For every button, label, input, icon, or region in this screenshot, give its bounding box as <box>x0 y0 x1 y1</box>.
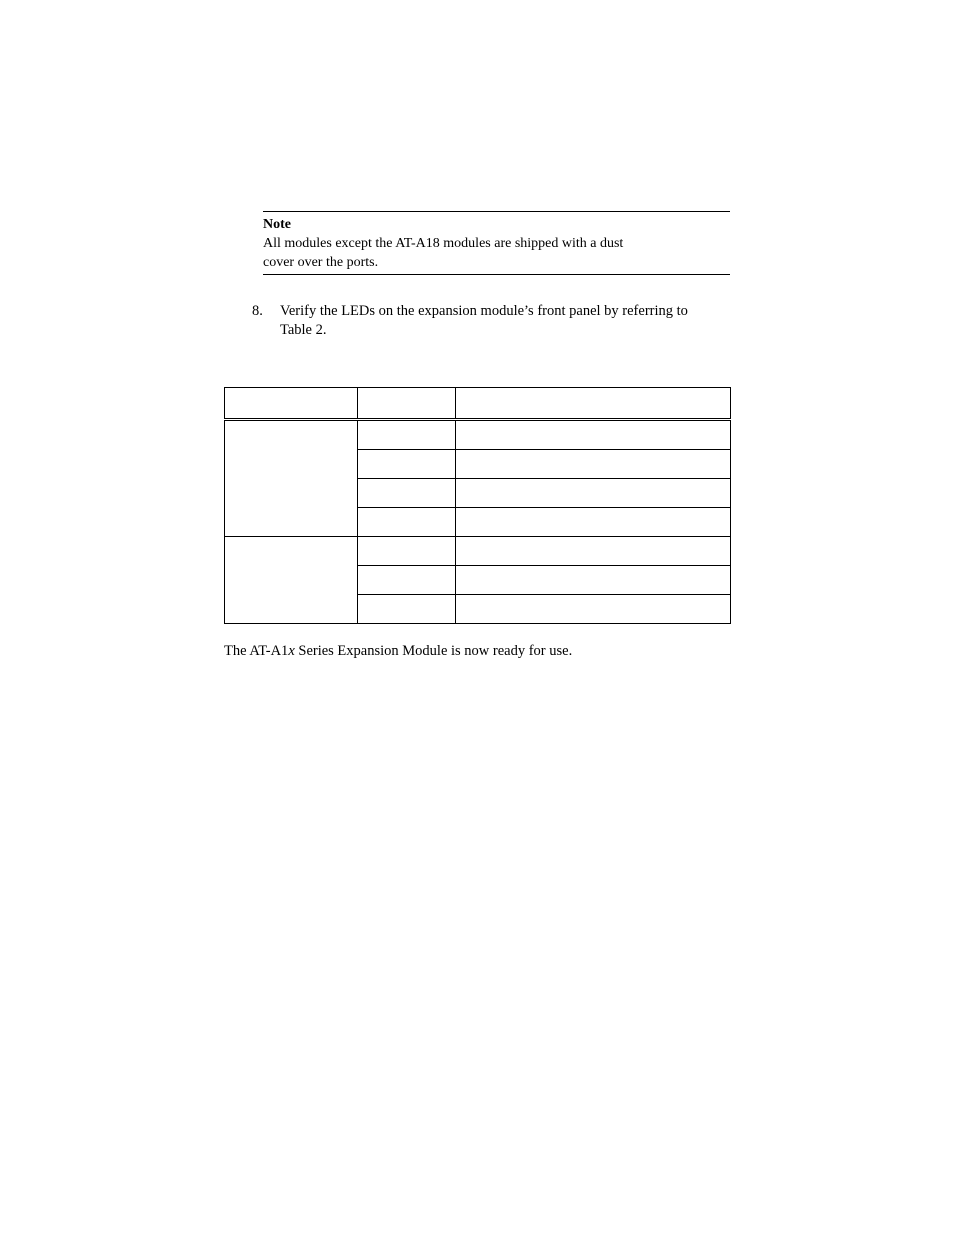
table-cell <box>358 537 456 566</box>
closing-suffix: Series Expansion Module is now ready for use. <box>294 643 573 659</box>
table-cell <box>456 566 731 595</box>
note-box <box>263 211 730 275</box>
step-text-line-1: Verify the LEDs on the expansion module’s front panel by referring to <box>280 303 688 319</box>
table-header-cell <box>456 388 731 420</box>
table-group-cell <box>225 420 358 537</box>
note-body-line-2: cover over the ports. <box>263 255 379 270</box>
table-cell <box>358 508 456 537</box>
table-cell <box>456 479 731 508</box>
table-cell <box>456 420 731 450</box>
table-cell <box>358 595 456 624</box>
closing-prefix: The AT-A1 <box>224 643 289 659</box>
table-row <box>225 537 731 566</box>
closing-sentence <box>224 642 572 661</box>
table-cell <box>358 450 456 479</box>
table-header-row <box>225 388 731 420</box>
closing-italic: x <box>288 643 295 659</box>
note-body <box>263 234 673 272</box>
note-title: Note <box>263 217 291 232</box>
step-8 <box>252 302 732 340</box>
table-cell <box>456 537 731 566</box>
table-cell <box>358 479 456 508</box>
step-text-line-2: Table 2. <box>280 322 327 338</box>
table-group-cell <box>225 537 358 624</box>
note-body-line-1: All modules except the AT-A18 modules are shipped with a dust <box>263 236 624 251</box>
table-header-cell <box>225 388 358 420</box>
table-row <box>225 420 731 450</box>
table-cell <box>456 508 731 537</box>
led-table <box>224 387 731 624</box>
step-text <box>280 302 732 340</box>
table-cell <box>358 566 456 595</box>
step-number: 8. <box>252 303 263 319</box>
table-cell <box>456 450 731 479</box>
table-header-cell <box>358 388 456 420</box>
table-cell <box>456 595 731 624</box>
table-cell <box>358 420 456 450</box>
